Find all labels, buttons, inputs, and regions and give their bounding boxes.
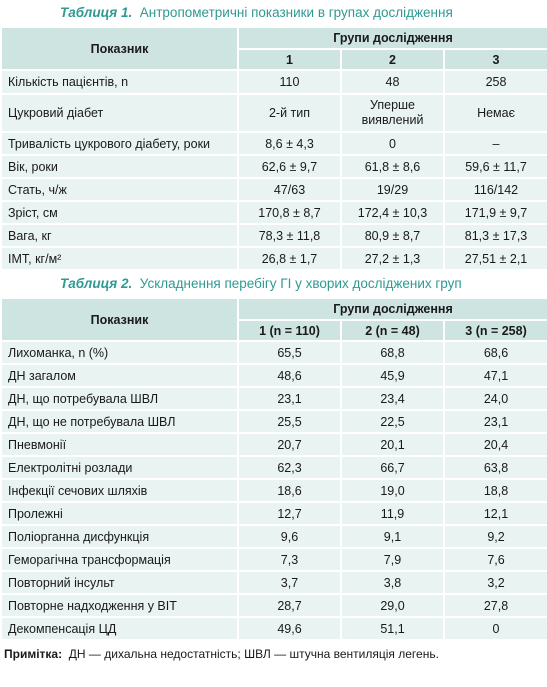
- cell-value: 28,7: [238, 594, 341, 617]
- cell-value: 9,6: [238, 525, 341, 548]
- table-row: [1, 224, 547, 247]
- table1-header-indicator: Показник: [1, 27, 238, 70]
- cell-value: 258: [444, 70, 547, 94]
- table1-header-group-2: 2: [341, 49, 444, 70]
- table-row: [1, 433, 547, 456]
- cell-value: 2-й тип: [238, 94, 341, 132]
- table2-header-indicator: Показник: [1, 298, 238, 341]
- cell-value: 49,6: [238, 617, 341, 640]
- table2-header-group-2: 2 (n = 48): [341, 320, 444, 341]
- row-label: Повторне надходження у ВІТ: [1, 594, 238, 617]
- row-label: Лихоманка, n (%): [1, 341, 238, 364]
- cell-value: 23,4: [341, 387, 444, 410]
- cell-value: 3,8: [341, 571, 444, 594]
- table-row: [1, 70, 547, 94]
- row-label: Тривалість цукрового діабету, роки: [1, 132, 238, 155]
- row-label: Стать, ч/ж: [1, 178, 238, 201]
- table2: [0, 297, 547, 641]
- row-label: Вік, роки: [1, 155, 238, 178]
- cell-value: 27,51 ± 2,1: [444, 247, 547, 270]
- cell-value: 81,3 ± 17,3: [444, 224, 547, 247]
- table-row: [1, 94, 547, 132]
- cell-value: 48,6: [238, 364, 341, 387]
- table1: [0, 26, 547, 271]
- row-label: Кількість пацієнтів, n: [1, 70, 238, 94]
- table-row: [1, 132, 547, 155]
- cell-value: 63,8: [444, 456, 547, 479]
- cell-value: 11,9: [341, 502, 444, 525]
- row-label: Геморагічна трансформація: [1, 548, 238, 571]
- cell-value: 23,1: [444, 410, 547, 433]
- row-label: Вага, кг: [1, 224, 238, 247]
- row-label: ДН, що не потребувала ШВЛ: [1, 410, 238, 433]
- cell-value: 62,6 ± 9,7: [238, 155, 341, 178]
- cell-value: 3,2: [444, 571, 547, 594]
- footnote-text: ДН — дихальна недостатність; ШВЛ — штучна вентиляція легень.: [68, 647, 439, 661]
- cell-value: 19,0: [341, 479, 444, 502]
- cell-value: 24,0: [444, 387, 547, 410]
- table-row: [1, 571, 547, 594]
- table1-caption: [0, 0, 547, 26]
- cell-value: 110: [238, 70, 341, 94]
- table1-caption-label: Таблиця 1.: [60, 5, 133, 20]
- cell-value: 19/29: [341, 178, 444, 201]
- cell-value: 68,8: [341, 341, 444, 364]
- cell-value: 9,2: [444, 525, 547, 548]
- row-label: Пневмонії: [1, 433, 238, 456]
- cell-value: 51,1: [341, 617, 444, 640]
- cell-value: 7,6: [444, 548, 547, 571]
- footnote-label: Примітка:: [4, 647, 63, 661]
- footnote: [0, 641, 547, 667]
- table-row: [1, 364, 547, 387]
- table-row: [1, 548, 547, 571]
- cell-value: 78,3 ± 11,8: [238, 224, 341, 247]
- table2-header-group-1: 1 (n = 110): [238, 320, 341, 341]
- table-row: [1, 410, 547, 433]
- cell-value: 0: [341, 132, 444, 155]
- table-row: [1, 456, 547, 479]
- cell-value: 22,5: [341, 410, 444, 433]
- cell-value: 172,4 ± 10,3: [341, 201, 444, 224]
- table2-caption-text: Ускладнення перебігу ГІ у хворих досліджених груп: [139, 276, 462, 291]
- cell-value: 25,5: [238, 410, 341, 433]
- table-row: [1, 178, 547, 201]
- cell-value: 20,1: [341, 433, 444, 456]
- cell-value: 20,7: [238, 433, 341, 456]
- table1-caption-text: Антропометричні показники в групах дослідження: [139, 5, 453, 20]
- table-row: [1, 247, 547, 270]
- cell-value: 116/142: [444, 178, 547, 201]
- cell-value: 29,0: [341, 594, 444, 617]
- cell-value: 12,1: [444, 502, 547, 525]
- cell-value: Уперше виявлений: [341, 94, 444, 132]
- cell-value: –: [444, 132, 547, 155]
- cell-value: 47,1: [444, 364, 547, 387]
- cell-value: 8,6 ± 4,3: [238, 132, 341, 155]
- row-label: Повторний інсульт: [1, 571, 238, 594]
- cell-value: 3,7: [238, 571, 341, 594]
- cell-value: 80,9 ± 8,7: [341, 224, 444, 247]
- row-label: Пролежні: [1, 502, 238, 525]
- table2-header-group-3: 3 (n = 258): [444, 320, 547, 341]
- table1-header-group-3: 3: [444, 49, 547, 70]
- cell-value: 65,5: [238, 341, 341, 364]
- cell-value: 62,3: [238, 456, 341, 479]
- cell-value: 7,3: [238, 548, 341, 571]
- table2-header-groups: Групи дослідження: [238, 298, 547, 320]
- cell-value: 68,6: [444, 341, 547, 364]
- cell-value: 23,1: [238, 387, 341, 410]
- table1-header-groups: Групи дослідження: [238, 27, 547, 49]
- table-row: [1, 155, 547, 178]
- cell-value: 66,7: [341, 456, 444, 479]
- cell-value: 0: [444, 617, 547, 640]
- cell-value: 47/63: [238, 178, 341, 201]
- table-row: [1, 387, 547, 410]
- cell-value: 48: [341, 70, 444, 94]
- table2-caption: [0, 271, 547, 297]
- cell-value: 170,8 ± 8,7: [238, 201, 341, 224]
- cell-value: 20,4: [444, 433, 547, 456]
- cell-value: 61,8 ± 8,6: [341, 155, 444, 178]
- cell-value: Немає: [444, 94, 547, 132]
- cell-value: 26,8 ± 1,7: [238, 247, 341, 270]
- table2-caption-label: Таблиця 2.: [60, 276, 133, 291]
- table-row: [1, 479, 547, 502]
- row-label: ДН загалом: [1, 364, 238, 387]
- cell-value: 12,7: [238, 502, 341, 525]
- row-label: Інфекції сечових шляхів: [1, 479, 238, 502]
- table-row: [1, 617, 547, 640]
- cell-value: 171,9 ± 9,7: [444, 201, 547, 224]
- table-row: [1, 502, 547, 525]
- cell-value: 18,8: [444, 479, 547, 502]
- cell-value: 45,9: [341, 364, 444, 387]
- table1-header-group-1: 1: [238, 49, 341, 70]
- cell-value: 27,8: [444, 594, 547, 617]
- row-label: Поліорганна дисфункція: [1, 525, 238, 548]
- table-row: [1, 525, 547, 548]
- row-label: Електролітні розлади: [1, 456, 238, 479]
- row-label: Зріст, см: [1, 201, 238, 224]
- row-label: ДН, що потребувала ШВЛ: [1, 387, 238, 410]
- cell-value: 7,9: [341, 548, 444, 571]
- cell-value: 18,6: [238, 479, 341, 502]
- cell-value: 9,1: [341, 525, 444, 548]
- table-row: [1, 201, 547, 224]
- row-label: ІМТ, кг/м²: [1, 247, 238, 270]
- table-row: [1, 594, 547, 617]
- cell-value: 27,2 ± 1,3: [341, 247, 444, 270]
- row-label: Декомпенсація ЦД: [1, 617, 238, 640]
- cell-value: 59,6 ± 11,7: [444, 155, 547, 178]
- row-label: Цукровий діабет: [1, 94, 238, 132]
- table-row: [1, 341, 547, 364]
